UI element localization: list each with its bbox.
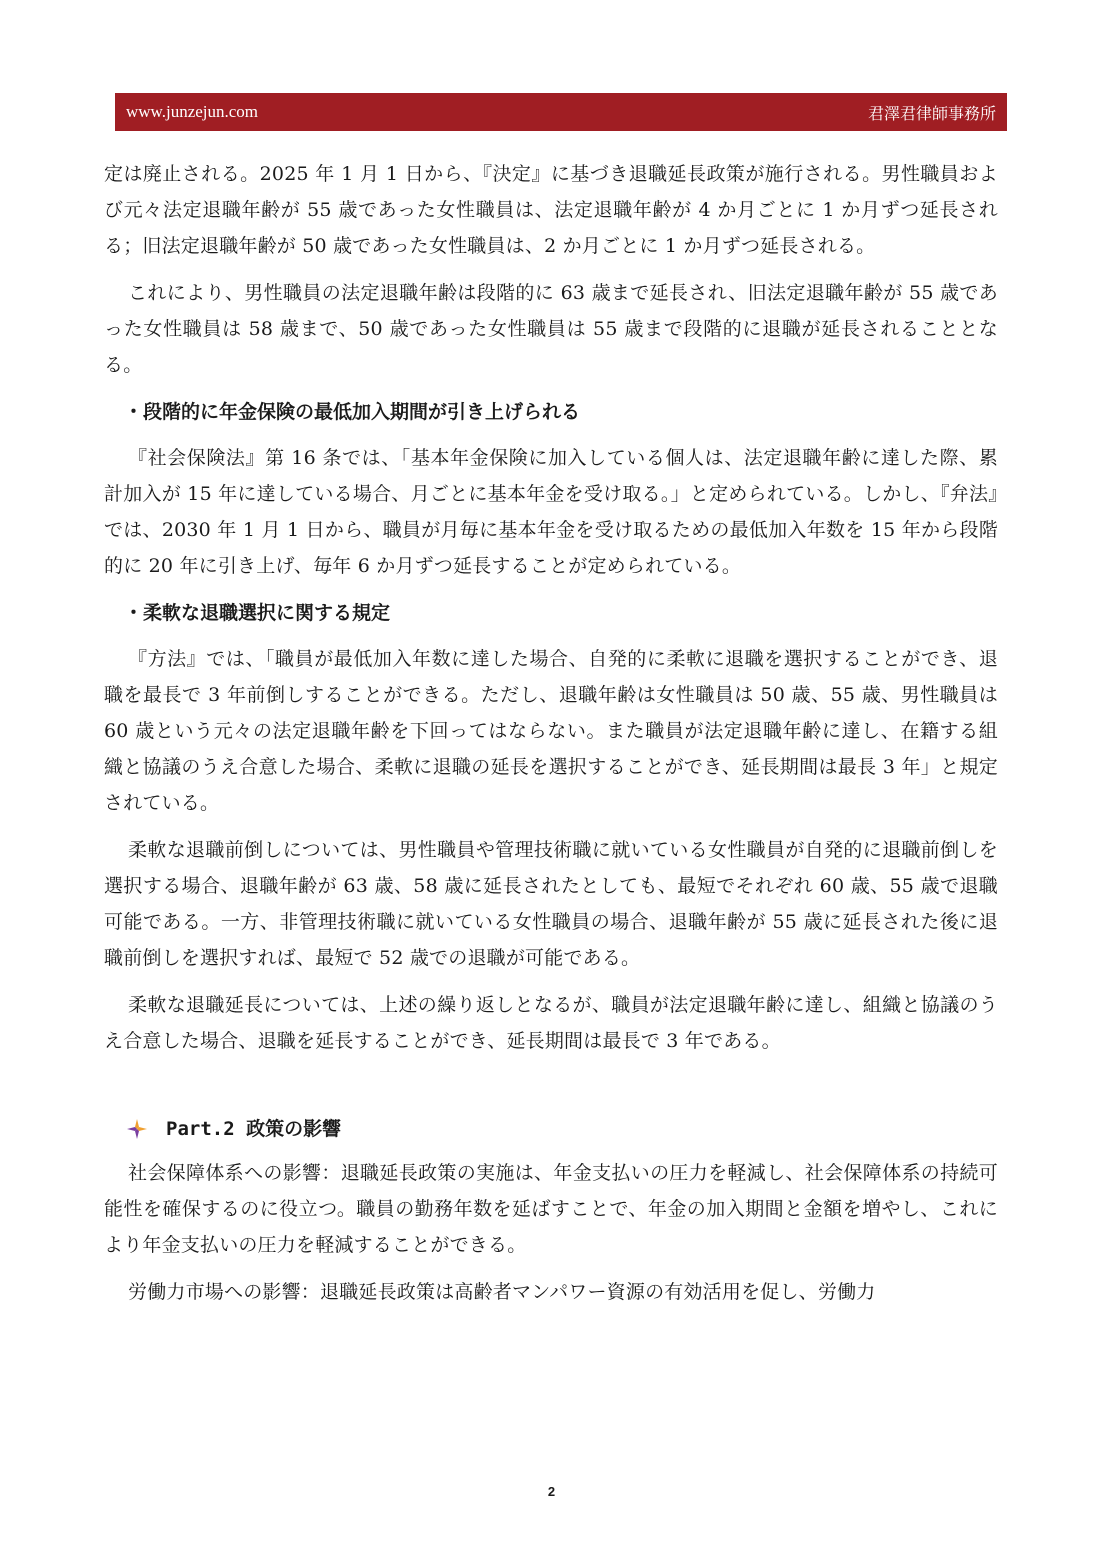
paragraph: 『社会保険法』第 16 条では、「基本年金保険に加入している個人は、法定退職年齢に達した際、累計加入が 15 年に達している場合、月ごとに基本年金を受け取る。」と定められている。しかし、『弁法』では、2030 年 1 月 1 日から、職員が月毎に基本年金を受け取るための最低加入年数を 15 年から段階的に 20 年に引き上げ、毎年 6 か月ずつ延長することが定められている。 (104, 447, 998, 577)
paragraph: これにより、男性職員の法定退職年齢は段階的に 63 歳まで延長され、旧法定退職年齢が 55 歳であった女性職員は 58 歳まで、50 歳であった女性職員は 55 歳まで段階的に退職が延長されることとなる。 (104, 282, 998, 376)
page-header (115, 93, 1007, 131)
part-heading (104, 1111, 998, 1147)
firm-name: 君澤君律師事務所 (867, 103, 996, 123)
document-body (104, 156, 998, 1321)
paragraph: 『方法』では、「職員が最低加入年数に達した場合、自発的に柔軟に退職を選択することができ、退職を最長で 3 年前倒しすることができる。ただし、退職年齢は女性職員は 50 歳、55 歳、男性職員は 60 歳という元々の法定退職年齢を下回ってはならない。また職員が法定退職年齢に達し、在籍する組織と協議のうえ合意した場合、柔軟に退職の延長を選択することができ、延長期間は最長 3 年」と規定されている。 (104, 648, 998, 814)
paragraph: 社会保障体系への影響：退職延長政策の実施は、年金支払いの圧力を軽減し、社会保障体系の持続可能性を確保するのに役立つ。職員の勤務年数を延ばすことで、年金の加入期間と金額を増やし、これにより年金支払いの圧力を軽減することができる。 (104, 1162, 998, 1256)
page-number: 2 (547, 1484, 556, 1499)
section-heading-flexible-retirement: ・柔軟な退職選択に関する規定 (124, 602, 391, 624)
website-url[interactable]: www.junzejun.com (126, 102, 259, 121)
paragraph: 柔軟な退職前倒しについては、男性職員や管理技術職に就いている女性職員が自発的に退職前倒しを選択する場合、退職年齢が 63 歳、58 歳に延長されたとしても、最短でそれぞれ 60 歳、55 歳で退職可能である。一方、非管理技術職に就いている女性職員の場合、退職年齢が 55 歳に延長された後に退職前倒しを選択すれば、最短で 52 歳での退職が可能である。 (104, 839, 998, 969)
paragraph: 柔軟な退職延長については、上述の繰り返しとなるが、職員が法定退職年齢に達し、組織と協議のうえ合意した場合、退職を延長することができ、延長期間は最長で 3 年である。 (104, 994, 998, 1052)
part-title: Part.2 政策の影響 (166, 1118, 342, 1140)
four-point-star-icon (126, 1118, 148, 1140)
section-heading-pension-minimum: ・段階的に年金保険の最低加入期間が引き上げられる (124, 401, 581, 423)
paragraph: 定は廃止される。2025 年 1 月 1 日から、『決定』に基づき退職延長政策が施行される。男性職員および元々法定退職年齢が 55 歳であった女性職員は、法定退職年齢が 4 か月ごとに 1 か月ずつ延長される；旧法定退職年齢が 50 歳であった女性職員は、2 か月ごとに 1 か月ずつ延長される。 (104, 163, 998, 257)
paragraph: 労働力市場への影響：退職延長政策は高齢者マンパワー資源の有効活用を促し、労働力 (128, 1281, 876, 1303)
